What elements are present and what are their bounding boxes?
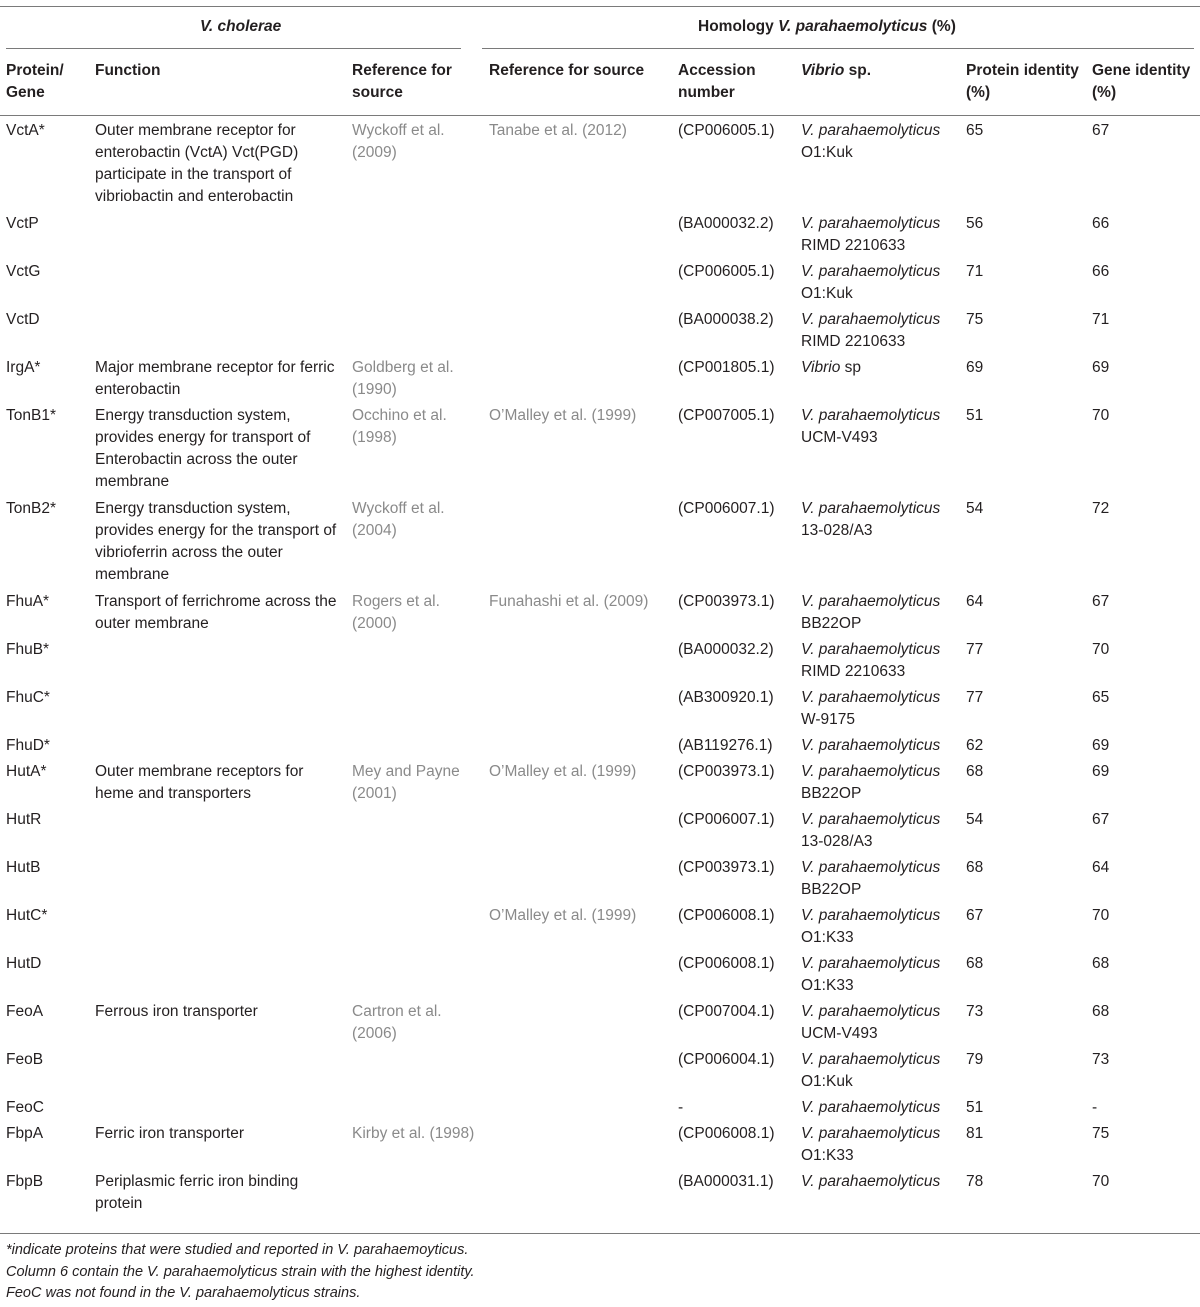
cell-gene: FeoA [6,1003,44,1020]
strain-name: 13-028/A3 [801,522,873,539]
table-row [0,905,1200,953]
cell-ref-source [483,309,672,357]
cell-function [89,1049,346,1097]
cell-gene: FbpB [6,1173,44,1190]
cell-protein-identity: 73 [966,1003,984,1020]
cell-protein-identity: 56 [966,215,984,232]
table-row [0,1171,1200,1219]
cell-ref-cholerae: Cartron et al. (2006) [352,1003,442,1042]
cell-species [795,953,960,1001]
cell-gene: HutA* [6,763,47,780]
cell-species [795,213,960,261]
cell-accession: (CP006008.1) [678,955,775,972]
species-name: V. parahaemolyticus [801,263,941,280]
cell-function [89,687,346,735]
species-name: V. parahaemolyticus [801,689,941,706]
species-name: V. parahaemolyticus [801,500,941,517]
cell-ref-source: O’Malley et al. (1999) [489,763,637,780]
cell-gene: HutR [6,811,42,828]
cell-protein-identity: 54 [966,500,984,517]
col-header-gene: Protein/ Gene [6,62,64,101]
cell-gene-identity: 70 [1092,907,1110,924]
table-row [0,735,1200,761]
col-header-species: Vibrio sp. [801,62,872,79]
cell-species [795,809,960,857]
cell-protein-identity: 77 [966,689,984,706]
cell-species [795,761,960,809]
cell-function [89,639,346,687]
strain-name: RIMD 2210633 [801,237,906,254]
cell-species [795,309,960,357]
cell-accession: (BA000032.2) [678,641,774,658]
cell-accession: (CP007004.1) [678,1003,775,1020]
cell-species [795,120,960,213]
cell-gene: TonB1* [6,407,56,424]
species-name: V. parahaemolyticus [801,593,941,610]
cell-ref-cholerae [346,213,483,261]
table-row [0,857,1200,905]
table-row [0,809,1200,857]
species-name: V. parahaemolyticus [801,1051,941,1068]
cell-ref-source: Funahashi et al. (2009) [489,593,649,610]
cell-ref-cholerae: Rogers et al. (2000) [352,593,440,632]
strain-name: O1:K33 [801,977,854,994]
cell-gene: FhuB* [6,641,50,658]
cell-protein-identity: 51 [966,1099,984,1116]
cell-species [795,357,960,405]
cell-gene-identity: 68 [1092,955,1110,972]
cell-ref-source [483,953,672,1001]
table-row [0,953,1200,1001]
cell-gene: FhuC* [6,689,50,706]
cell-gene-identity: 72 [1092,500,1110,517]
cell-protein-identity: 79 [966,1051,984,1068]
cell-gene: IrgA* [6,359,41,376]
cell-gene-identity: 64 [1092,859,1110,876]
strain-name: BB22OP [801,615,862,632]
cell-ref-cholerae [346,639,483,687]
cell-species [795,1123,960,1171]
cell-gene: VctG [6,263,41,280]
cell-gene-identity: 70 [1092,407,1110,424]
cell-gene: HutB [6,859,41,876]
strain-name: O1:Kuk [801,1073,853,1090]
cell-accession: (BA000032.2) [678,215,774,232]
cell-ref-cholerae: Wyckoff et al. (2009) [352,122,445,161]
cell-accession: (BA000038.2) [678,311,774,328]
cell-accession: (AB300920.1) [678,689,774,706]
cell-gene: VctD [6,311,40,328]
cell-species [795,498,960,591]
cell-ref-source [483,687,672,735]
cell-accession: (CP003973.1) [678,763,775,780]
cell-protein-identity: 81 [966,1125,984,1142]
strain-name: RIMD 2210633 [801,663,906,680]
cell-ref-source [483,1001,672,1049]
species-name: V. parahaemolyticus [801,763,941,780]
cell-species [795,591,960,639]
cell-gene-identity: 69 [1092,763,1110,780]
cell-protein-identity: 65 [966,122,984,139]
cell-gene-identity: 67 [1092,811,1110,828]
cell-accession: (CP003973.1) [678,859,775,876]
cell-ref-cholerae [346,309,483,357]
cell-function [89,735,346,761]
cell-accession: (AB119276.1) [678,737,773,754]
strain-name: UCM-V493 [801,1025,878,1042]
table-row [0,1097,1200,1123]
table-row [0,120,1200,213]
species-name: V. parahaemolyticus [801,311,941,328]
cell-protein-identity: 64 [966,593,984,610]
cell-protein-identity: 67 [966,907,984,924]
cell-ref-source [483,498,672,591]
species-name: V. parahaemolyticus [801,1003,941,1020]
cell-ref-source [483,735,672,761]
cell-ref-source [483,1123,672,1171]
table-row [0,498,1200,591]
cell-gene-identity: - [1092,1099,1098,1116]
cell-gene-identity: 68 [1092,1003,1110,1020]
table-row [0,591,1200,639]
cell-ref-cholerae [346,809,483,857]
cell-gene-identity: 65 [1092,689,1110,706]
cell-protein-identity: 77 [966,641,984,658]
cell-function [89,857,346,905]
cell-accession: (CP006005.1) [678,263,775,280]
cell-protein-identity: 68 [966,763,984,780]
cell-gene-identity: 66 [1092,215,1110,232]
col-header-function: Function [95,62,161,79]
cell-function [89,809,346,857]
species-name: V. parahaemolyticus [801,811,941,828]
cell-species [795,405,960,498]
cell-species [795,1171,960,1219]
cell-ref-cholerae: Kirby et al. (1998) [352,1125,475,1142]
cell-accession: (CP001805.1) [678,359,775,376]
data-table [0,60,1200,1219]
cell-ref-cholerae: Occhino et al. (1998) [352,407,447,446]
cell-function [89,213,346,261]
cell-protein-identity: 62 [966,737,984,754]
cell-gene: FhuA* [6,593,50,610]
group-header-homology: Homology V. parahaemolyticus (%) [698,18,956,35]
species-name: V. parahaemolyticus [801,859,941,876]
cell-species [795,905,960,953]
species-name: Vibrio [801,359,841,376]
cell-gene-identity: 70 [1092,1173,1110,1190]
cell-gene-identity: 66 [1092,263,1110,280]
cell-gene: VctA* [6,122,45,139]
strain-name: 13-028/A3 [801,833,873,850]
group-header-cholerae: V. cholerae [200,18,282,35]
cell-function: Outer membrane receptor for enterobactin (VctA) Vct(PGD) participate in the transport of vibriobactin and enterobactin [95,122,299,205]
group-rule-right [482,48,1194,49]
cell-gene-identity: 67 [1092,593,1110,610]
cell-gene-identity: 73 [1092,1051,1110,1068]
species-name: V. parahaemolyticus [801,907,941,924]
cell-function: Ferrous iron transporter [95,1003,258,1020]
cell-ref-source [483,639,672,687]
cell-species [795,735,960,761]
col-header-protein-identity: Protein identity (%) [966,62,1079,101]
species-name: V. parahaemolyticus [801,737,941,754]
table-row [0,761,1200,809]
cell-species [795,1001,960,1049]
cell-ref-source [483,857,672,905]
footnotes [6,1240,475,1305]
cell-function [89,953,346,1001]
col-header-gene-identity: Gene identity (%) [1092,62,1191,101]
species-name: V. parahaemolyticus [801,122,941,139]
cell-ref-source [483,357,672,405]
cell-accession: (CP006005.1) [678,122,775,139]
cell-protein-identity: 71 [966,263,984,280]
table-row [0,1049,1200,1097]
cell-ref-cholerae [346,1049,483,1097]
cell-accession: (CP006008.1) [678,907,775,924]
table-body [0,120,1200,1219]
strain-name: O1:K33 [801,1147,854,1164]
strain-name: O1:K33 [801,929,854,946]
cell-ref-cholerae: Wyckoff et al. (2004) [352,500,445,539]
strain-name: BB22OP [801,881,862,898]
cell-function: Outer membrane receptors for heme and transporters [95,763,304,802]
cell-accession: (CP003973.1) [678,593,775,610]
cell-function: Major membrane receptor for ferric enterobactin [95,359,335,398]
cell-function [89,309,346,357]
cell-gene-identity: 71 [1092,311,1110,328]
cell-ref-source [483,1049,672,1097]
cell-ref-cholerae [346,261,483,309]
cell-ref-cholerae [346,1097,483,1123]
strain-name: sp [844,359,862,376]
cell-ref-source [483,809,672,857]
cell-ref-source: O’Malley et al. (1999) [489,407,637,424]
cell-ref-cholerae: Goldberg et al. (1990) [352,359,454,398]
col-header-accession: Accession number [678,62,756,101]
cell-ref-cholerae [346,735,483,761]
cell-species [795,261,960,309]
table-row [0,357,1200,405]
species-name: V. parahaemolyticus [801,215,941,232]
cell-ref-source [483,213,672,261]
bottom-rule [0,1233,1200,1234]
cell-accession: (CP006007.1) [678,811,775,828]
cell-gene: HutD [6,955,42,972]
table-row [0,639,1200,687]
cell-ref-cholerae [346,687,483,735]
cell-gene: FbpA [6,1125,44,1142]
cell-ref-cholerae [346,953,483,1001]
cell-function: Energy transduction system, provides energy for the transport of vibrioferrin across the outer membrane [95,500,337,583]
cell-gene: VctP [6,215,39,232]
cell-ref-source [483,1171,672,1219]
cell-function: Transport of ferrichrome across the outer membrane [95,593,337,632]
table-row [0,213,1200,261]
cell-gene-identity: 67 [1092,122,1110,139]
species-name: V. parahaemolyticus [801,407,941,424]
footnote: FeoC was not found in the V. parahaemolyticus strains. [6,1285,361,1301]
cell-protein-identity: 78 [966,1173,984,1190]
top-rule [0,6,1200,7]
cell-accession: - [678,1099,684,1116]
cell-ref-cholerae [346,857,483,905]
strain-name: O1:Kuk [801,144,853,161]
cell-ref-cholerae [346,905,483,953]
cell-accession: (CP006008.1) [678,1125,775,1142]
table-row [0,309,1200,357]
cell-species [795,639,960,687]
group-rule-left [6,48,461,49]
table-row [0,405,1200,498]
species-name: V. parahaemolyticus [801,1099,941,1116]
cell-gene: FeoB [6,1051,44,1068]
species-name: V. parahaemolyticus [801,955,941,972]
cell-gene-identity: 69 [1092,737,1110,754]
cell-protein-identity: 75 [966,311,984,328]
strain-name: RIMD 2210633 [801,333,906,350]
table-row [0,261,1200,309]
cell-gene-identity: 70 [1092,641,1110,658]
cell-ref-cholerae [346,1171,483,1219]
cell-ref-cholerae: Mey and Payne (2001) [352,763,460,802]
cell-species [795,1097,960,1123]
cell-ref-source: O’Malley et al. (1999) [489,907,637,924]
cell-gene: FhuD* [6,737,50,754]
strain-name: O1:Kuk [801,285,853,302]
cell-gene: FeoC [6,1099,44,1116]
species-name: V. parahaemolyticus [801,1173,941,1190]
strain-name: W-9175 [801,711,855,728]
footnote: Column 6 contain the V. parahaemolyticus strain with the highest identity. [6,1263,475,1280]
cell-species [795,1049,960,1097]
cell-protein-identity: 68 [966,859,984,876]
table-row [0,1123,1200,1171]
strain-name: BB22OP [801,785,862,802]
cell-accession: (CP007005.1) [678,407,775,424]
cell-gene-identity: 75 [1092,1125,1110,1142]
table-row [0,687,1200,735]
strain-name: UCM-V493 [801,429,878,446]
cell-function [89,261,346,309]
cell-protein-identity: 54 [966,811,984,828]
cell-ref-source [483,1097,672,1123]
cell-function [89,905,346,953]
cell-species [795,857,960,905]
header-row [0,60,1200,120]
cell-protein-identity: 68 [966,955,984,972]
cell-protein-identity: 51 [966,407,984,424]
species-name: V. parahaemolyticus [801,641,941,658]
species-name: V. parahaemolyticus [801,1125,941,1142]
cell-accession: (CP006007.1) [678,500,775,517]
cell-ref-source [483,261,672,309]
cell-gene: TonB2* [6,500,56,517]
cell-ref-source: Tanabe et al. (2012) [489,122,627,139]
cell-function: Energy transduction system, provides energy for transport of Enterobactin across the outer membrane [95,407,311,490]
cell-gene-identity: 69 [1092,359,1110,376]
cell-function [89,1097,346,1123]
col-header-ref-source: Reference for source [489,62,645,79]
cell-species [795,687,960,735]
cell-gene: HutC* [6,907,48,924]
cell-accession: (CP006004.1) [678,1051,775,1068]
cell-protein-identity: 69 [966,359,984,376]
cell-function: Periplasmic ferric iron binding protein [95,1173,299,1212]
cell-function: Ferric iron transporter [95,1125,245,1142]
cell-accession: (BA000031.1) [678,1173,774,1190]
table-row [0,1001,1200,1049]
footnote: *indicate proteins that were studied and reported in V. parahaemoyticus. [6,1242,469,1258]
col-header-ref-cholerae: Reference for source [352,62,452,101]
